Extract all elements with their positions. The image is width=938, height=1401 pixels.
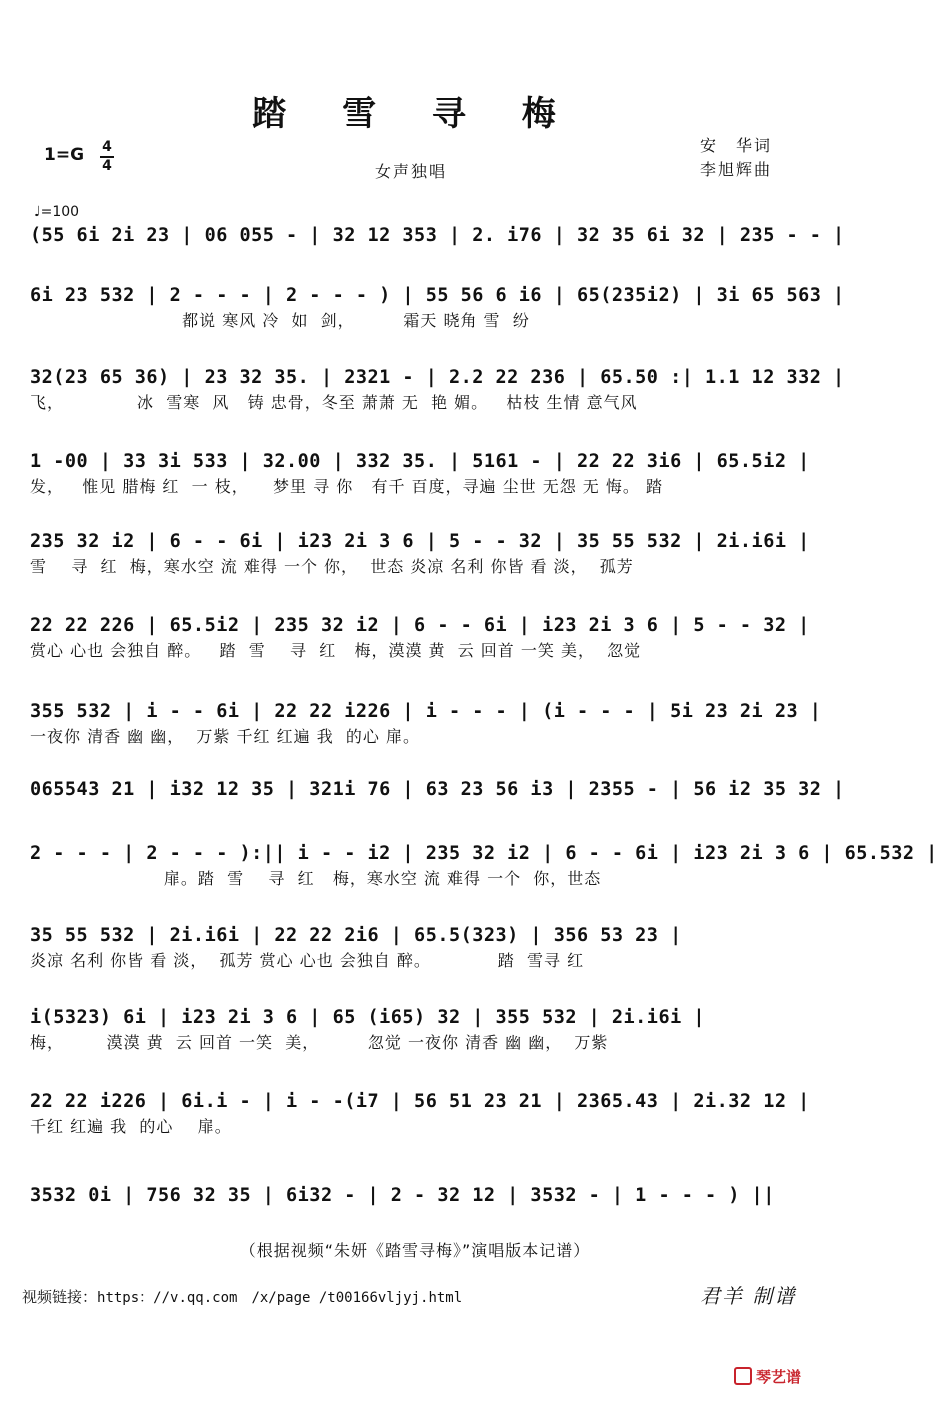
staff-system <box>30 282 845 332</box>
notation-line: 355 532 | i - - 6i | 22 22 i226 | i - - - | (i - - - | 5i 23 2i 23 | <box>30 701 822 722</box>
staff-system <box>30 840 938 890</box>
lyrics-line: 一夜你 清香 幽 幽， 万紫 千红 红遍 我 的心 扉。 <box>30 727 420 746</box>
lyrics-line: 发， 惟见 腊梅 红 一 枝， 梦里 寻 你 有千 百度，寻遍 尘世 无怨 无 悔。 踏 <box>30 477 663 496</box>
staff-system <box>30 698 822 748</box>
lyrics-line <box>30 1210 810 1232</box>
credits <box>700 134 772 182</box>
source-note: （根据视频“朱妍《踏雪寻梅》”演唱版本记谱） <box>239 1241 591 1260</box>
staff-system <box>30 222 845 272</box>
staff-system <box>30 776 845 826</box>
staff-system <box>30 1182 810 1232</box>
notation-line: 1 -00 | 33 3i 533 | 32.00 | 332 35. | 5161 - | 22 22 3i6 | 65.5i2 | <box>30 451 810 472</box>
notation-line: 3532 0i | 756 32 35 | 6i32 - | 2 - 32 12 | 3532 - | 1 - - - ) || <box>30 1185 775 1206</box>
notation-line: 065543 21 | i32 12 35 | 321i 76 | 63 23 56 i3 | 2355 - | 56 i2 35 32 | <box>30 779 845 800</box>
transcriber-signature: 君羊 制谱 <box>700 1284 797 1308</box>
time-signature <box>100 140 114 174</box>
notation-line: 32(23 65 36) | 23 32 35. | 2321 - | 2.2 22 236 | 65.50 :| 1.1 12 332 | <box>30 367 845 388</box>
time-bottom: 4 <box>102 158 112 174</box>
tempo-marking: ♩=100 <box>34 204 80 220</box>
performance-type: 女声独唱 <box>375 162 448 181</box>
staff-system <box>30 922 810 972</box>
brand-watermark <box>734 1366 801 1387</box>
lyrics-line: 千红 红遍 我 的心 扉。 <box>30 1117 232 1136</box>
video-link-label: 视频链接： <box>22 1288 98 1306</box>
notation-line: 2 - - - | 2 - - - ):|| i - - i2 | 235 32 i2 | 6 - - 6i | i23 2i 3 6 | 65.532 | <box>30 843 938 864</box>
lyrics-line: 梅， 漠漠 黄 云 回首 一笑 美， 忽觉 一夜你 清香 幽 幽， 万紫 <box>30 1033 609 1052</box>
lyrics-line <box>30 250 810 272</box>
lyrics-line: 飞， 冰 雪寒 风 铸 忠骨，冬至 萧萧 无 艳 媚。 枯枝 生情 意气风 <box>30 393 638 412</box>
score-title: 踏 雪 寻 梅 <box>252 94 578 134</box>
video-link-line <box>22 1286 462 1307</box>
notation-line: 22 22 i226 | 6i.i - | i - -(i7 | 56 51 23 21 | 2365.43 | 2i.32 12 | <box>30 1091 810 1112</box>
lyricist: 安 华词 <box>700 136 773 155</box>
lyrics-line <box>30 804 810 826</box>
notation-line: 22 22 226 | 65.5i2 | 235 32 i2 | 6 - - 6i | i23 2i 3 6 | 5 - - 32 | <box>30 615 810 636</box>
staff-system <box>30 528 810 578</box>
notation-line: i(5323) 6i | i23 2i 3 6 | 65 (i65) 32 | 355 532 | 2i.i6i | <box>30 1007 706 1028</box>
lyrics-line: 炎凉 名利 你皆 看 淡， 孤芳 赏心 心也 会独自 醉。 踏 雪寻 红 <box>30 951 585 970</box>
key-signature: 1=G <box>44 145 85 165</box>
staff-system <box>30 364 845 414</box>
lyrics-line: 都说 寒风 冷 如 剑， 霜天 晓角 雪 纷 <box>30 311 530 330</box>
staff-system <box>30 1004 810 1054</box>
staff-system <box>30 448 810 498</box>
notation-line: 235 32 i2 | 6 - - 6i | i23 2i 3 6 | 5 - - 32 | 35 55 532 | 2i.i6i | <box>30 531 810 552</box>
lyrics-line: 扉。踏 雪 寻 红 梅，寒水空 流 难得 一个 你，世态 <box>30 869 602 888</box>
composer: 李旭辉曲 <box>700 160 773 179</box>
lyrics-line: 雪 寻 红 梅，寒水空 流 难得 一个 你， 世态 炎凉 名利 你皆 看 淡， 孤芳 <box>30 557 634 576</box>
brand-logo-icon <box>734 1367 752 1385</box>
notation-line: 35 55 532 | 2i.i6i | 22 22 2i6 | 65.5(323) | 356 53 23 | <box>30 925 682 946</box>
notation-line: (55 6i 2i 23 | 06 055 - | 32 12 353 | 2. i76 | 32 35 6i 32 | 235 - - | <box>30 225 845 246</box>
video-link-url[interactable]: https：//v.qq.com /x/page /t00166vljyj.html <box>97 1290 463 1306</box>
staff-system <box>30 1088 810 1138</box>
staff-system <box>30 612 810 662</box>
notation-line: 6i 23 532 | 2 - - - | 2 - - - ) | 55 56 6 i6 | 65(235i2) | 3i 65 563 | <box>30 285 845 306</box>
time-top: 4 <box>102 139 112 155</box>
lyrics-line: 赏心 心也 会独自 醉。 踏 雪 寻 红 梅，漠漠 黄 云 回首 一笑 美， 忽觉 <box>30 641 642 660</box>
brand-name: 琴艺谱 <box>756 1368 802 1386</box>
